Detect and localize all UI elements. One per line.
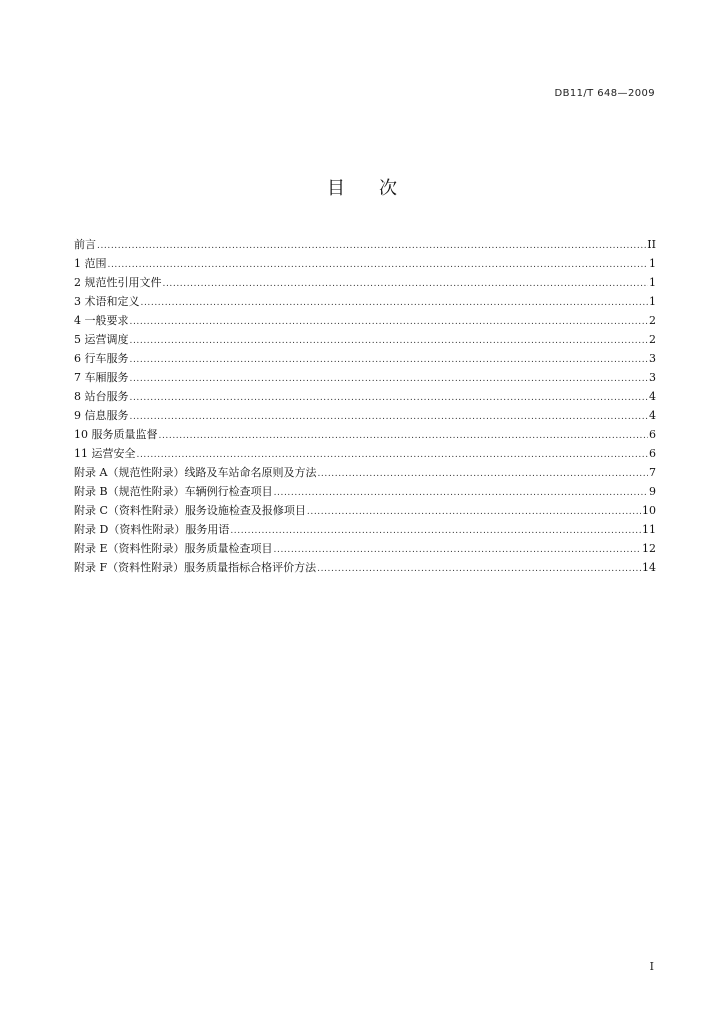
toc-dot-leader: [130, 351, 649, 370]
toc-entry-page: 7: [649, 466, 656, 479]
toc-entry-label: 2 规范性引用文件: [74, 276, 162, 289]
toc-entry-foreword[interactable]: [74, 235, 656, 254]
toc-entry-label: 11 运营安全: [74, 447, 136, 460]
toc-entry-page: 6: [649, 447, 656, 460]
toc-entry-page: II: [647, 238, 656, 251]
toc-dot-leader: [159, 427, 649, 446]
toc-entry-page: 3: [649, 352, 656, 365]
standard-code: DB11/T 648—2009: [554, 88, 655, 99]
toc-entry-operation-dispatch[interactable]: [74, 330, 656, 349]
toc-dot-leader: [317, 560, 641, 579]
toc-entry-label: 附录 E（资料性附录）服务质量检查项目: [74, 542, 273, 555]
toc-dot-leader: [97, 237, 646, 256]
toc-entry-label: 附录 A（规范性附录）线路及车站命名原则及方法: [74, 466, 317, 479]
toc-dot-leader: [163, 275, 649, 294]
toc-entry-label: 9 信息服务: [74, 409, 129, 422]
page-title-left: 目: [327, 178, 345, 199]
toc-entry-information-service[interactable]: [74, 406, 656, 425]
toc-entry-normative-references[interactable]: [74, 273, 656, 292]
toc-entry-page: 1: [649, 276, 656, 289]
toc-entry-platform-service[interactable]: [74, 387, 656, 406]
toc-entry-quality-supervision[interactable]: [74, 425, 656, 444]
toc-entry-page: 4: [649, 390, 656, 403]
toc-entry-label: 4 一般要求: [74, 314, 129, 327]
toc-dot-leader: [130, 370, 649, 389]
toc-entry-appendix-e[interactable]: [74, 539, 656, 558]
toc-entry-page: 4: [649, 409, 656, 422]
toc-entry-label: 1 范围: [74, 257, 107, 270]
toc-entry-carriage-service[interactable]: [74, 368, 656, 387]
toc-dot-leader: [130, 332, 649, 351]
page-number: I: [649, 960, 654, 973]
toc-entry-operation-safety[interactable]: [74, 444, 656, 463]
toc-entry-page: 6: [649, 428, 656, 441]
toc-entry-page: 9: [649, 485, 656, 498]
toc-entry-page: 12: [642, 542, 656, 555]
toc-dot-leader: [317, 465, 648, 484]
toc-entry-appendix-f[interactable]: [74, 558, 656, 577]
toc-entry-page: 2: [649, 333, 656, 346]
toc-entry-page: 2: [649, 314, 656, 327]
page-title: [0, 174, 724, 200]
toc-entry-label: 附录 C（资料性附录）服务设施检查及报修项目: [74, 504, 306, 517]
toc-entry-label: 附录 B（规范性附录）车辆例行检查项目: [74, 485, 273, 498]
toc-entry-page: 1: [649, 257, 656, 270]
toc-dot-leader: [130, 408, 649, 427]
toc-entry-page: 10: [642, 504, 656, 517]
page-title-right: 次: [379, 178, 397, 199]
toc-entry-page: 3: [649, 371, 656, 384]
toc-entry-label: 7 车厢服务: [74, 371, 129, 384]
toc-entry-appendix-b[interactable]: [74, 482, 656, 501]
toc-entry-label: 附录 F（资料性附录）服务质量指标合格评价方法: [74, 561, 317, 574]
toc-entry-scope[interactable]: [74, 254, 656, 273]
toc-entry-label: 附录 D（资料性附录）服务用语: [74, 523, 230, 536]
toc-entry-label: 10 服务质量监督: [74, 428, 158, 441]
toc-entry-page: 14: [642, 561, 656, 574]
toc-entry-label: 6 行车服务: [74, 352, 129, 365]
toc-entry-label: 前言: [74, 238, 96, 251]
toc-entry-appendix-a[interactable]: [74, 463, 656, 482]
toc-entry-page: 11: [642, 523, 656, 536]
toc-dot-leader: [230, 522, 641, 541]
toc-dot-leader: [307, 503, 641, 522]
table-of-contents: [74, 235, 656, 577]
toc-entry-label: 5 运营调度: [74, 333, 129, 346]
toc-dot-leader: [130, 313, 649, 332]
toc-entry-page: 1: [649, 295, 656, 308]
toc-dot-leader: [108, 256, 649, 275]
toc-entry-general-requirements[interactable]: [74, 311, 656, 330]
toc-entry-appendix-d[interactable]: [74, 520, 656, 539]
toc-dot-leader: [274, 484, 648, 503]
toc-entry-label: 3 术语和定义: [74, 295, 140, 308]
toc-dot-leader: [141, 294, 649, 313]
toc-entry-terms-definitions[interactable]: [74, 292, 656, 311]
toc-entry-train-service[interactable]: [74, 349, 656, 368]
toc-entry-label: 8 站台服务: [74, 390, 129, 403]
toc-dot-leader: [274, 541, 641, 560]
toc-entry-appendix-c[interactable]: [74, 501, 656, 520]
toc-dot-leader: [130, 389, 649, 408]
